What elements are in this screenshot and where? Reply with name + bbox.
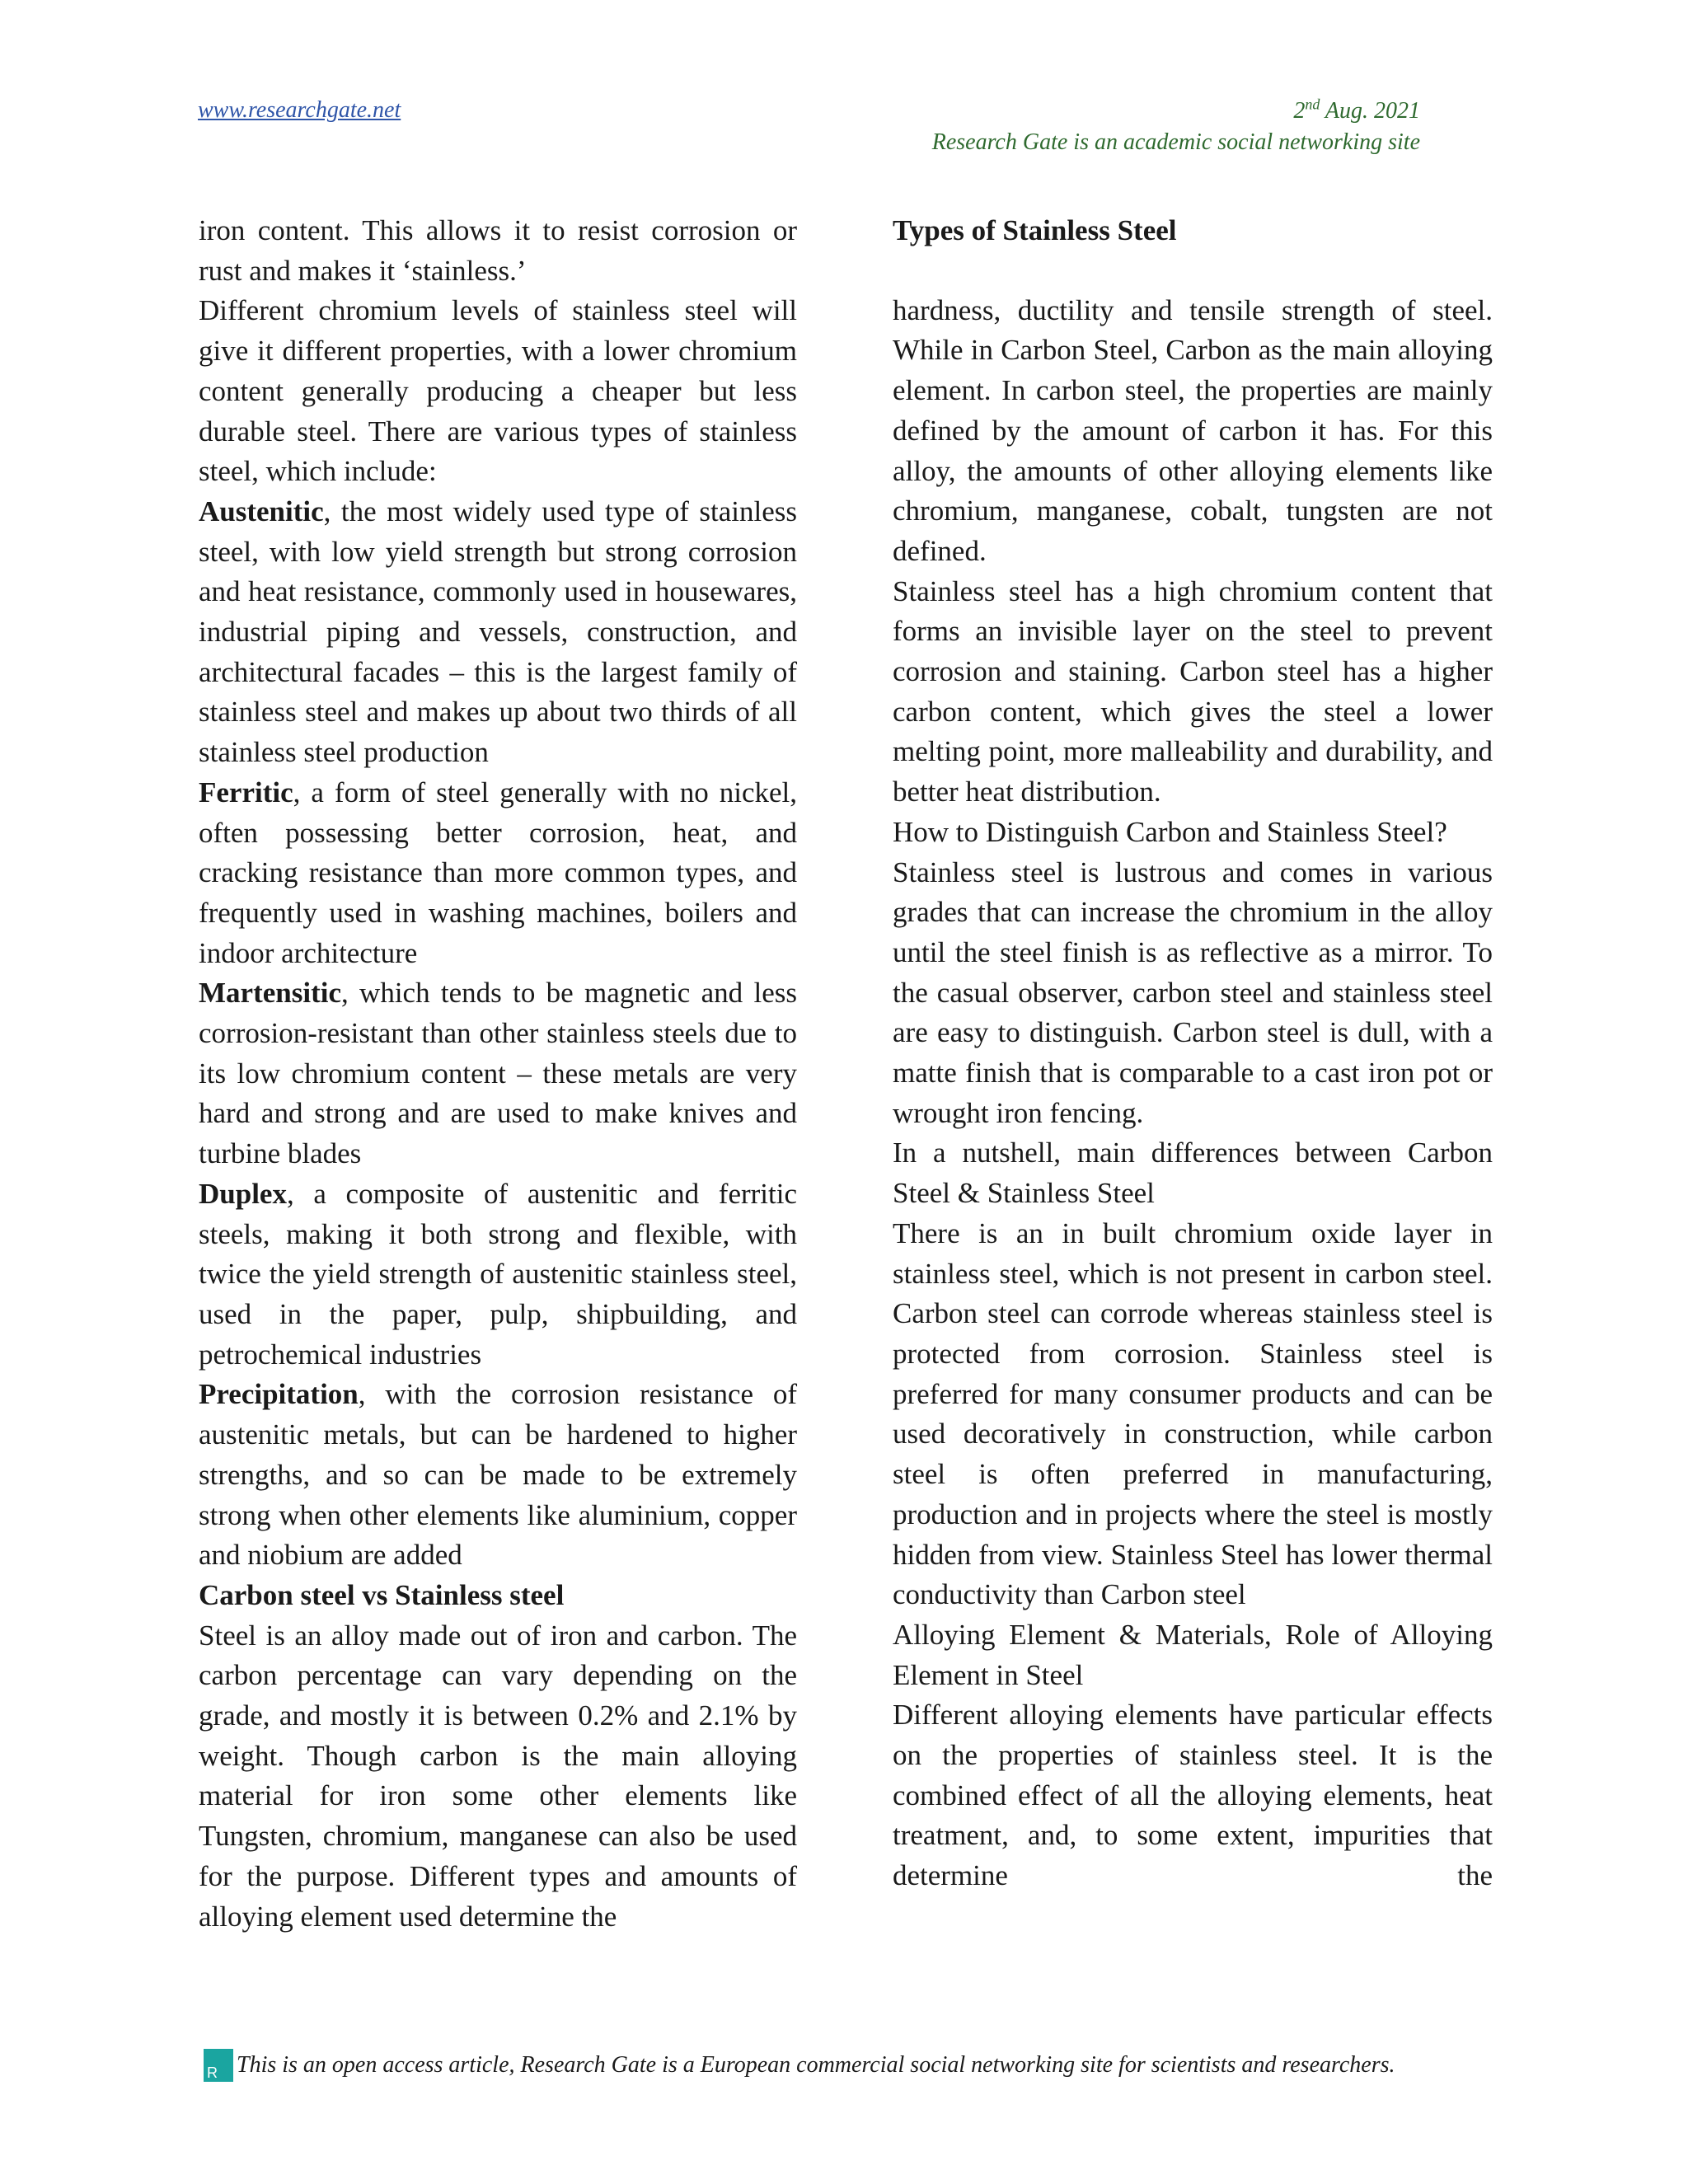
paragraph: How to Distinguish Carbon and Stainless Steel? [893,815,1447,848]
paragraph-ferritic: Ferritic, a form of steel generally with no nickel, often possessing better corrosion, heat, and cracking resistance than more common types, and frequently used in washing machines, boilers and indoor architecture [199,776,797,969]
paragraph-austenitic: Austenitic, the most widely used type of stainless steel, with low yield strength but strong corrosion and heat resistance, commonly used in housewares, industrial piping and vessels, construction, and architectural facades – this is the largest family of stainless steel and makes up about two thirds of all stainless steel production [199,494,797,769]
paragraph: Stainless steel has a high chromium content that forms an invisible layer on the steel to prevent corrosion and staining. Carbon steel has a higher carbon content, which gives the steel a lower melting point, more malleability and durability, and better heat distribution. [893,574,1493,808]
left-column [199,211,797,1937]
paragraph: Different chromium levels of stainless steel will give it different properties, with a lower chromium content generally producing a cheaper but less durable steel. There are various types of stainless steel, which include: [199,294,797,488]
footer [204,2049,1395,2082]
paragraph: hardness, ductility and tensile strength of steel. While in Carbon Steel, Carbon as the main alloying element. In carbon steel, the properties are mainly defined by the amount of carbon it has. For this alloy, the amounts of other alloying elements like chromium, manganese, cobalt, tungsten are not defined. [893,293,1493,567]
header-info [932,96,1420,158]
paragraph: Steel is an alloy made out of iron and carbon. The carbon percentage can vary depending on the grade, and mostly it is between 0.2% and 2.1% by weight. Though carbon is the main alloying material for iron some other elements like Tungsten, chromium, manganese can also be used for the purpose. Different types and amounts of alloying element used determine the [199,1619,797,1933]
section-heading: Carbon steel vs Stainless steel [199,1578,565,1611]
researchgate-logo-icon: R [204,2049,233,2082]
paragraph: iron content. This allows it to resist corrosion or rust and makes it ‘stainless.’ [199,214,797,287]
footer-text: This is an open access article, Research Gate is a European commercial social networking site for scientists and researchers. [237,2052,1395,2078]
paragraph: Stainless steel is lustrous and comes in various grades that can increase the chromium in the alloy until the steel finish is as reflective as a mirror. To the casual observer, carbon steel and stainless steel are easy to distinguish. Carbon steel is dull, with a matte finish that is comparable to a cast iron pot or wrought iron fencing. [893,855,1493,1129]
paragraph: In a nutshell, main differences between Carbon Steel & Stainless Steel [893,1137,1493,1210]
header-date: 2nd Aug. 2021 [1293,96,1420,124]
paragraph: There is an in built chromium oxide layer in stainless steel, which is not present in carbon steel. Carbon steel can corrode whereas stainless steel is protected from corrosion. Stainless steel is preferred for many consumer products and can be used decoratively in construction, while carbon steel is often preferred in manufacturing, production and in projects where the steel is mostly hidden from view. Stainless Steel has lower thermal conductivity than Carbon steel [893,1216,1493,1611]
section-heading: Types of Stainless Steel [893,214,1177,246]
right-column [893,211,1493,1896]
header-tagline: Research Gate is an academic social networking site [931,129,1420,155]
paragraph-duplex: Duplex, a composite of austenitic and ferritic steels, making it both strong and flexible, with twice the yield strength of austenitic stainless steel, used in the paper, pulp, shipbuilding, and petrochemical industries [199,1177,797,1371]
paragraph-martensitic: Martensitic, which tends to be magnetic and less corrosion-resistant than other stainless steels due to its low chromium content – these metals are very hard and strong and are used to make knives and turbine blades [199,977,797,1170]
header-site-link[interactable]: www.researchgate.net [198,97,401,123]
paragraph: Alloying Element & Materials, Role of Alloying Element in Steel [893,1618,1493,1691]
paragraph-precipitation: Precipitation, with the corrosion resistance of austenitic metals, but can be hardened to higher strengths, and so can be made to be extremely strong when other elements like aluminium, copper and niobium are added [199,1378,797,1572]
paragraph: Different alloying elements have particular effects on the properties of stainless steel. It is the combined effect of all the alloying elements, heat treatment, and, to some extent, impurities that determine the [893,1699,1493,1892]
